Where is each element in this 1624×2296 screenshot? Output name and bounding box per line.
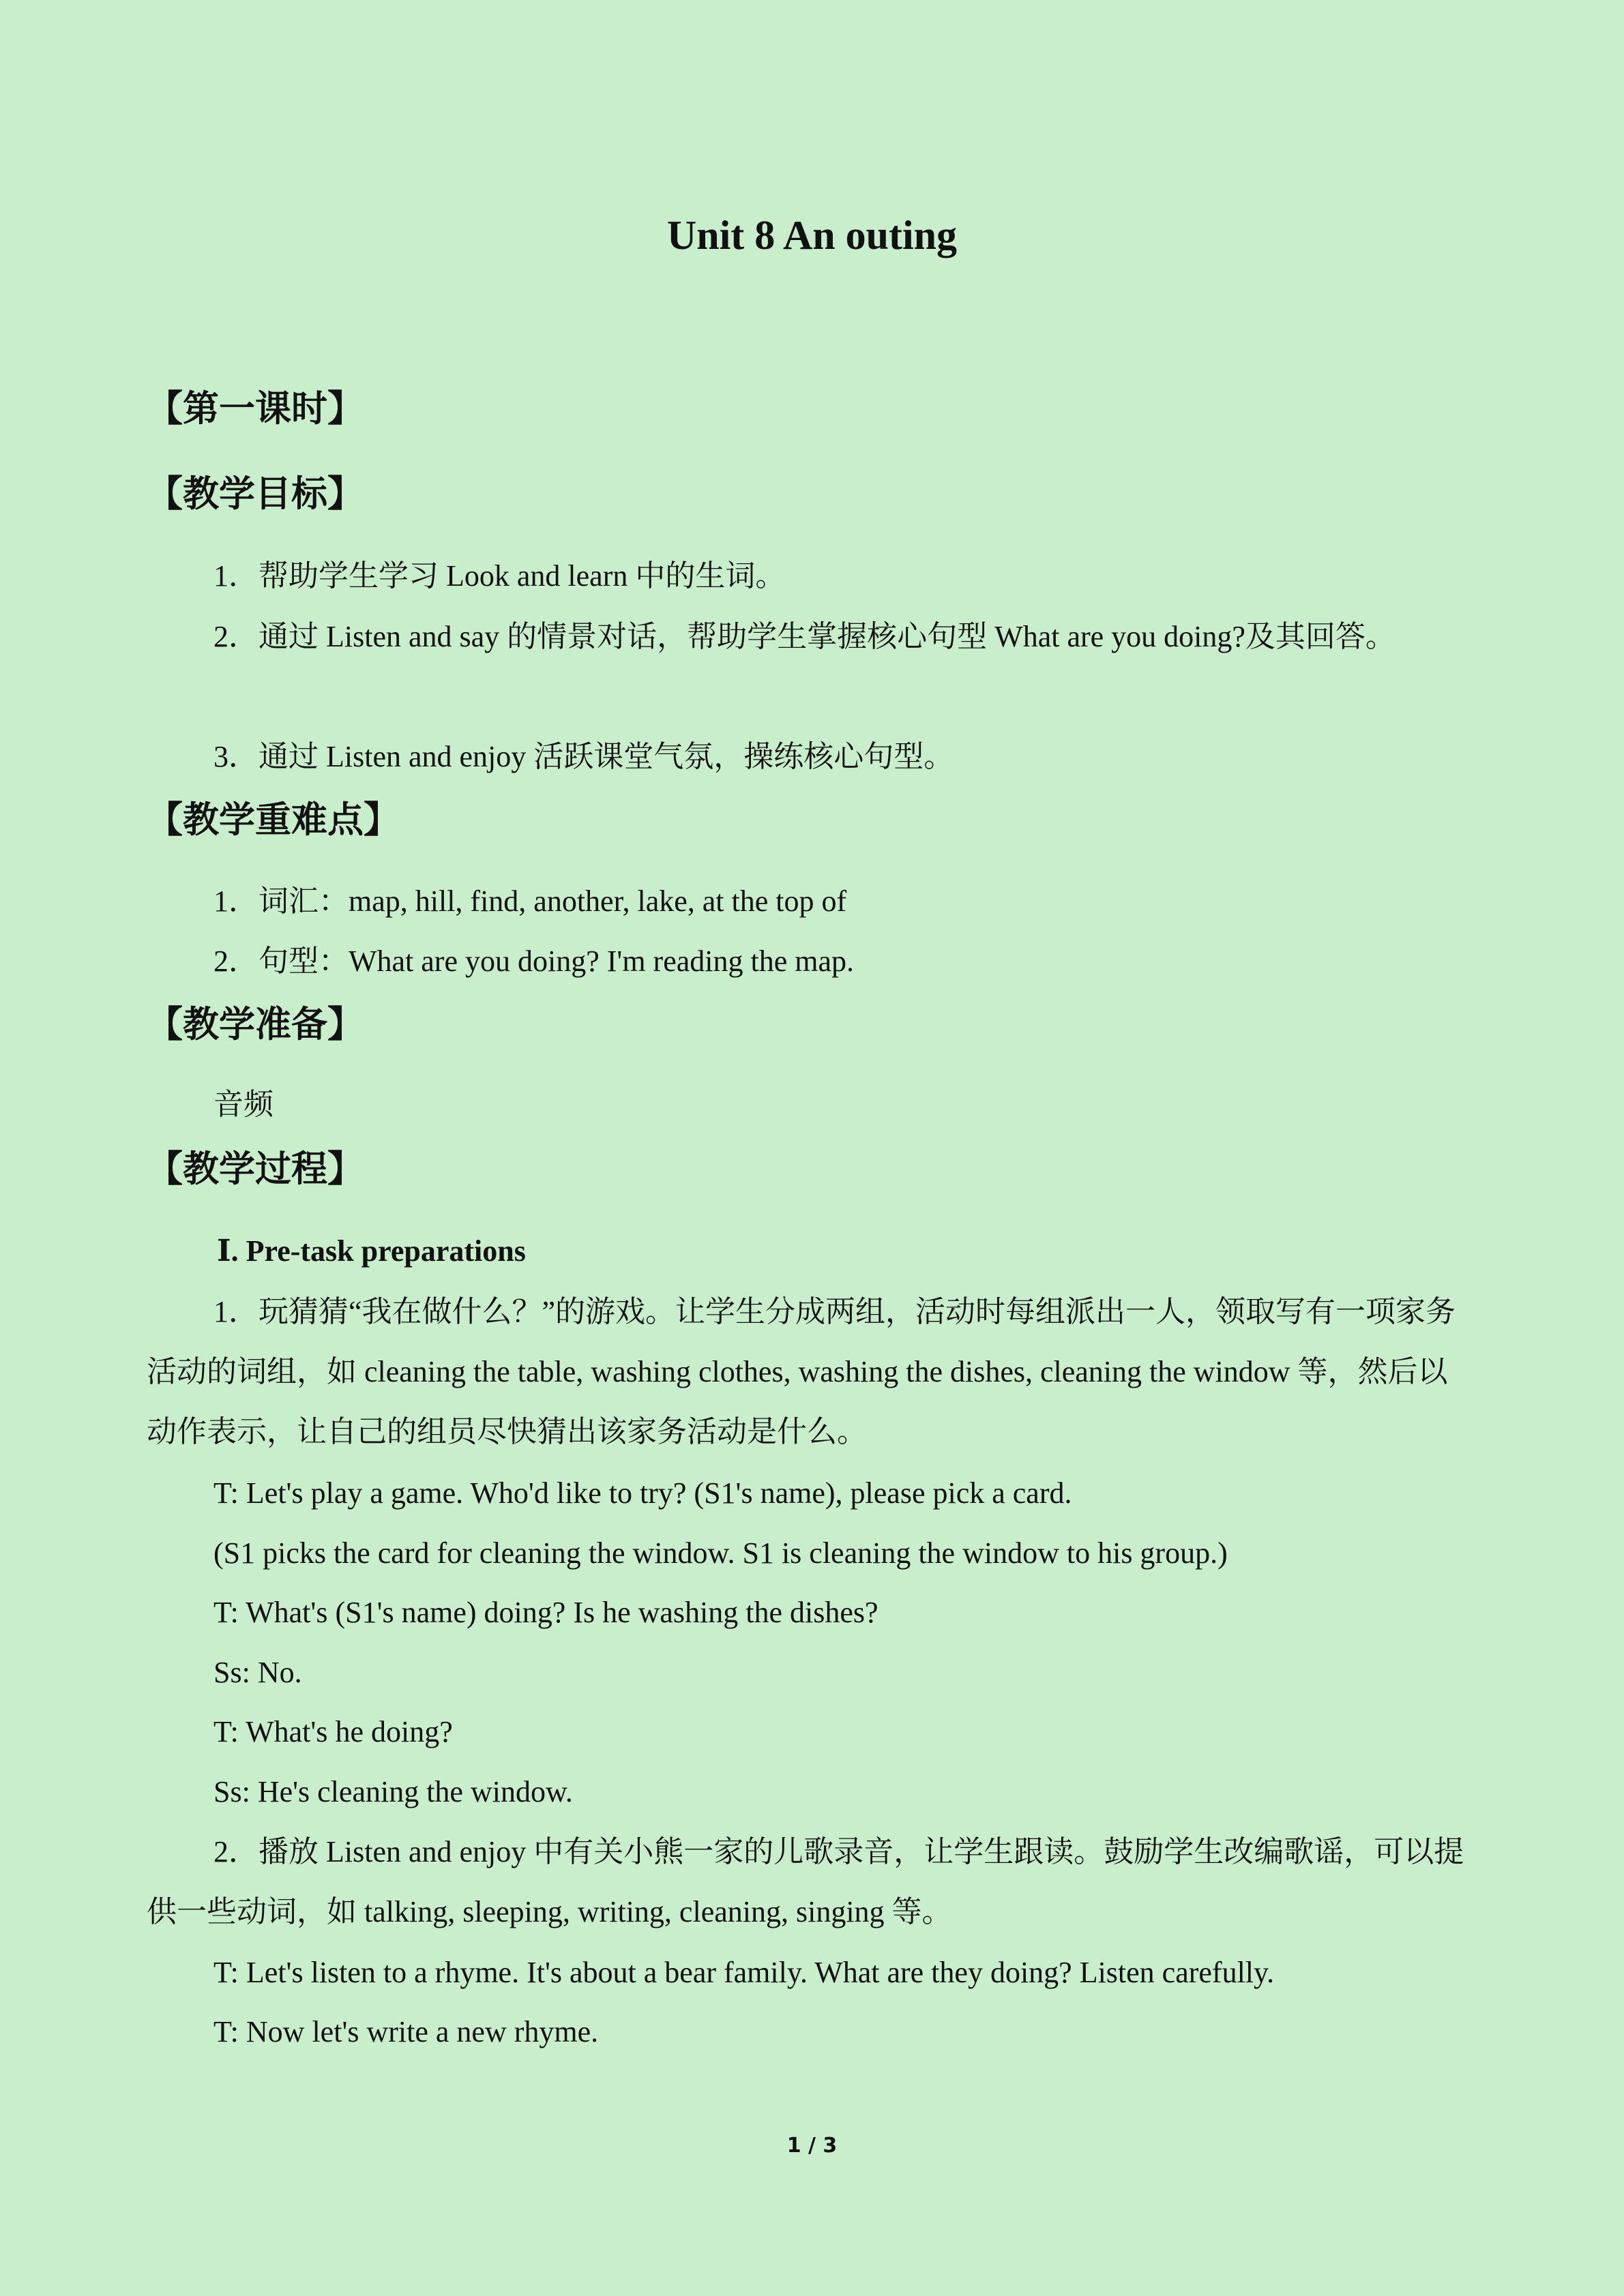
section-heading-lesson: 【第一课时】 bbox=[147, 389, 364, 429]
preparation-text: 音频 bbox=[213, 1088, 274, 1121]
section-heading-process: 【教学过程】 bbox=[147, 1150, 364, 1189]
document-title: Unit 8 An outing bbox=[666, 213, 958, 258]
dialogue-line: Ss: No. bbox=[213, 1656, 302, 1689]
section-heading-key-points: 【教学重难点】 bbox=[147, 801, 400, 840]
dialogue-line: T: Now let's write a new rhyme. bbox=[213, 2015, 599, 2048]
section-heading-preparation: 【教学准备】 bbox=[147, 1005, 364, 1045]
key-point-item-2: 2．句型：What are you doing? I'm reading the map. bbox=[213, 944, 854, 978]
page-number: 1 / 3 bbox=[786, 2134, 838, 2158]
dialogue-line: T: Let's listen to a rhyme. It's about a bear family. What are they doing? Listen carefully. bbox=[213, 1956, 1275, 1989]
process-step-2: 2．播放 Listen and enjoy 中有关小熊一家的儿歌录音，让学生跟读。鼓励学生改编歌谣，可以提供一些动词，如 talking, sleeping, writing, cleaning, singing 等。 bbox=[147, 1835, 1464, 1928]
process-step-1: 1．玩猜猜“我在做什么？”的游戏。让学生分成两组，活动时每组派出一人，领取写有一项家务活动的词组，如 cleaning the table, washing clothes, washing the dishes, cleaning the window 等，然后以动作表示，让自己的组员尽快猜出该家务活动是什么。 bbox=[147, 1295, 1456, 1448]
objective-item-1: 1．帮助学生学习 Look and learn 中的生词。 bbox=[213, 559, 786, 593]
dialogue-line: T: Let's play a game. Who'd like to try? (S1's name), please pick a card. bbox=[213, 1476, 1072, 1510]
objective-item-2: 2．通过 Listen and say 的情景对话，帮助学生掌握核心句型 What are you doing?及其回答。 bbox=[213, 620, 1396, 653]
key-point-item-1: 1．词汇：map, hill, find, another, lake, at the top of bbox=[213, 884, 847, 918]
dialogue-line: T: What's he doing? bbox=[213, 1715, 453, 1748]
dialogue-line: T: What's (S1's name) doing? Is he washing the dishes? bbox=[213, 1596, 879, 1629]
section-heading-objectives: 【教学目标】 bbox=[147, 475, 364, 514]
objective-item-3: 3．通过 Listen and enjoy 活跃课堂气氛，操练核心句型。 bbox=[213, 740, 954, 773]
dialogue-line: (S1 picks the card for cleaning the window. S1 is cleaning the window to his group.) bbox=[213, 1536, 1228, 1570]
dialogue-line: Ss: He's cleaning the window. bbox=[213, 1775, 573, 1808]
process-part-title: Ⅰ. Pre-task preparations bbox=[217, 1234, 526, 1268]
